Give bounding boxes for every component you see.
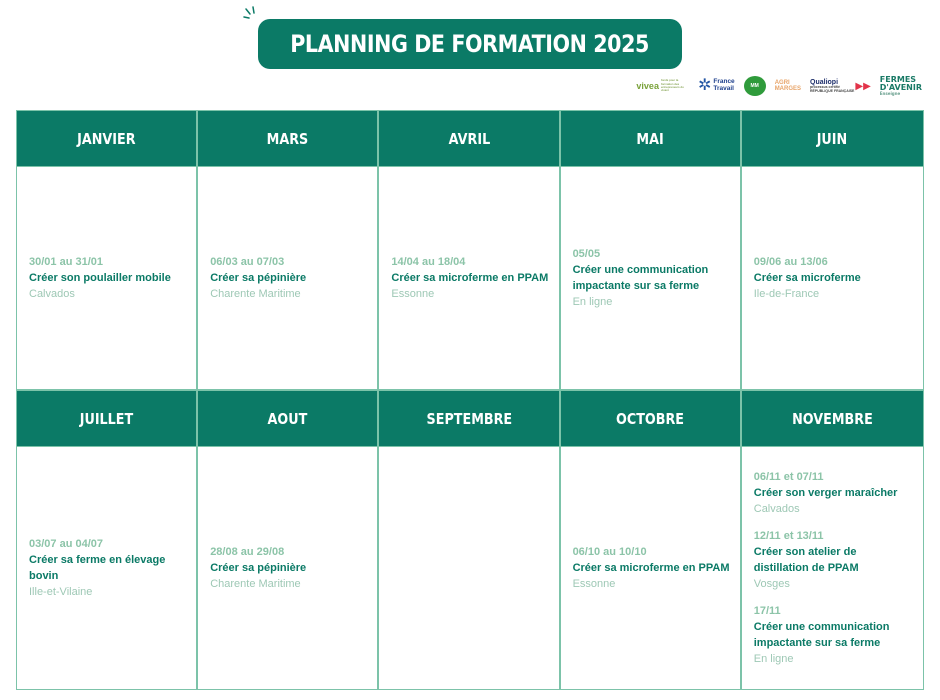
training-event [573,544,730,592]
month-cell [198,391,379,689]
qualiopi-sub1: processus certifié [810,85,840,89]
vivea-logo [636,74,689,98]
month-cell [561,391,742,689]
event-date: 14/04 au 18/04 [391,256,466,268]
event-location: Ille-et-Vilaine [29,586,93,598]
event-location: Ile-de-France [753,288,820,300]
event-title: Créer sa microferme en PPAM [391,272,549,284]
month-events-empty [379,447,558,689]
month-name: SEPTEMBRE [426,409,512,428]
training-event [754,469,913,517]
month-events [17,447,196,689]
training-event [754,528,913,592]
month-header [17,391,196,447]
event-date: 03/07 au 04/07 [29,538,104,550]
month-name: NOVEMBRE [791,409,873,428]
training-event [29,536,186,600]
month-events [742,447,923,689]
green-badge: MM [744,76,766,96]
calendar-row [17,391,923,689]
month-header [198,111,377,167]
month-header [379,391,558,447]
event-title: Créer sa ferme en élevage bovin [29,554,166,582]
event-title: Créer son verger maraîcher [753,487,898,499]
france-travail-logo [698,74,735,98]
partner-logos [636,74,922,98]
month-header [561,111,740,167]
page-title: PLANNING DE FORMATION 2025 [290,30,650,58]
event-title: Créer sa pépinière [210,272,307,284]
event-date: 09/06 au 13/06 [753,256,828,268]
orange-logo-line2: MARGES [774,86,802,92]
event-location: Charente Maritime [210,578,301,590]
vivea-logo-mark: vivea [636,80,659,91]
month-name: JUILLET [79,409,134,428]
orange-logo-line1: AGRI [774,79,790,86]
event-location: Calvados [753,503,800,515]
month-cell [561,111,742,391]
training-event [391,254,548,302]
france-travail-star-icon: ✲ [697,77,712,94]
event-location: Essonne [572,578,616,590]
france-travail-line2: Travail [713,85,734,92]
month-name: JANVIER [77,129,136,148]
month-header [198,391,377,447]
month-events [742,167,923,389]
month-events [17,167,196,389]
event-date: 06/11 et 07/11 [753,471,824,483]
month-events [198,167,377,389]
month-name: OCTOBRE [616,409,685,428]
qualiopi-logo [810,74,871,98]
event-title: Créer sa microferme [753,272,861,284]
qualiopi-arrows-icon: ▶▶ [855,80,871,92]
month-events [198,447,377,689]
event-location: En ligne [753,653,794,665]
event-location: Calvados [29,288,75,300]
training-event [573,246,730,310]
month-cell [17,111,198,391]
calendar-row [17,111,923,391]
event-date: 12/11 et 13/11 [753,530,824,542]
orange-logo [775,74,801,98]
month-name: AVRIL [448,129,490,148]
month-cell [742,111,923,391]
event-title: Créer une communication impactante sur sa ferme [753,621,890,649]
fermes-sub: Enseigne [879,91,901,96]
event-location: Charente Maritime [210,288,301,300]
training-event [754,254,913,302]
page-title-banner [258,19,682,69]
month-cell [17,391,198,689]
training-event [210,254,367,302]
month-events [379,167,558,389]
event-date: 17/11 [753,605,781,617]
month-events [561,447,740,689]
month-header [561,391,740,447]
france-travail-line1: France [713,78,735,86]
month-header [742,111,923,167]
event-title: Créer son atelier de distillation de PPAM [753,546,859,574]
month-name: MAI [636,129,664,148]
sparkle-icon [243,6,263,24]
fermes-davenir-logo [880,74,922,98]
month-name: AOUT [267,409,308,428]
event-date: 06/03 au 07/03 [210,256,285,268]
event-date: 30/01 au 31/01 [29,256,104,268]
month-header [17,111,196,167]
event-date: 06/10 au 10/10 [572,546,647,558]
event-location: Vosges [753,578,790,590]
event-location: En ligne [572,296,613,308]
month-header [742,391,923,447]
training-event [29,254,186,302]
event-title: Créer sa microferme en PPAM [572,562,730,574]
month-name: MARS [266,129,309,148]
month-name: JUIN [817,129,848,148]
event-title: Créer son poulailler mobile [29,272,171,284]
qualiopi-sub2: RÉPUBLIQUE FRANÇAISE [810,88,855,93]
month-header [379,111,558,167]
month-events [561,167,740,389]
training-event [210,544,367,592]
event-title: Créer sa pépinière [210,562,307,574]
training-event [754,603,913,667]
qualiopi-name: Qualiopi [810,78,839,86]
month-cell [379,111,560,391]
fermes-line2: D'AVENIR [879,83,922,92]
training-calendar-grid [16,110,924,690]
event-date: 05/05 [572,248,601,260]
green-badge-logo [744,74,766,98]
month-cell [379,391,560,689]
event-title: Créer une communication impactante sur sa ferme [572,264,709,292]
month-cell [742,391,923,689]
fermes-line1: FERMES [879,75,917,84]
vivea-logo-text: fonds pour la formation des entrepreneurs du vivant [660,78,684,93]
event-location: Essonne [391,288,435,300]
month-cell [198,111,379,391]
event-date: 28/08 au 29/08 [210,546,285,558]
